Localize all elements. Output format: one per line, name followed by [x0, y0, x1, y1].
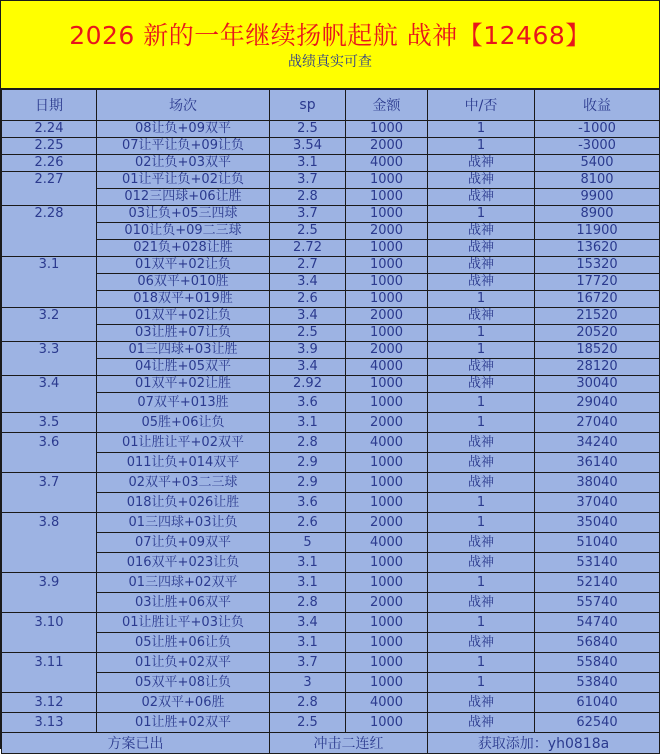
table-row [2, 553, 660, 573]
cell-sp: 2.6 [270, 291, 346, 308]
cell-sp: 3.4 [270, 613, 346, 633]
cell-match: 08让负+09双平 [97, 121, 270, 138]
cell-amount: 1000 [346, 189, 428, 206]
cell-profit: 8900 [535, 206, 660, 223]
cell-match: 011让负+014双平 [97, 453, 270, 473]
cell-match: 021负+028让胜 [97, 240, 270, 257]
table-row [2, 121, 660, 138]
cell-amount: 2000 [346, 138, 428, 155]
cell-match: 018让负+026让胜 [97, 493, 270, 513]
cell-date: 3.12 [2, 693, 97, 713]
cell-amount: 2000 [346, 223, 428, 240]
cell-date: 3.10 [2, 613, 97, 633]
table-row [2, 189, 660, 206]
cell-profit: 61040 [535, 693, 660, 713]
cell-amount: 1000 [346, 573, 428, 593]
cell-sp: 2.8 [270, 693, 346, 713]
cell-amount: 1000 [346, 291, 428, 308]
cell-profit: 27040 [535, 413, 660, 433]
cell-date [2, 325, 97, 342]
cell-sp: 2.9 [270, 453, 346, 473]
column-header-sp: sp [270, 90, 346, 121]
cell-result: 1 [428, 291, 535, 308]
cell-result: 战神 [428, 223, 535, 240]
cell-date [2, 223, 97, 240]
cell-result: 1 [428, 413, 535, 433]
cell-date: 3.9 [2, 573, 97, 593]
cell-match: 01让胜让平+03让负 [97, 613, 270, 633]
cell-date: 2.24 [2, 121, 97, 138]
cell-match: 06双平+010胜 [97, 274, 270, 291]
cell-amount: 1000 [346, 121, 428, 138]
cell-result: 1 [428, 342, 535, 359]
cell-profit: 55740 [535, 593, 660, 613]
cell-match: 01让负+02双平 [97, 653, 270, 673]
cell-match: 02双平+03二三球 [97, 473, 270, 493]
table-row [2, 257, 660, 274]
cell-match: 03让负+05三四球 [97, 206, 270, 223]
table-row [2, 291, 660, 308]
column-header-profit: 收益 [535, 90, 660, 121]
cell-result: 1 [428, 613, 535, 633]
table-row [2, 393, 660, 413]
cell-profit: 5400 [535, 155, 660, 172]
table-row [2, 359, 660, 376]
cell-amount: 1000 [346, 653, 428, 673]
cell-match: 01双平+02让负 [97, 257, 270, 274]
cell-amount: 2000 [346, 413, 428, 433]
column-header-result: 中/否 [428, 90, 535, 121]
cell-amount: 4000 [346, 693, 428, 713]
cell-amount: 2000 [346, 308, 428, 325]
cell-result: 1 [428, 393, 535, 413]
cell-sp: 2.7 [270, 257, 346, 274]
cell-result: 1 [428, 121, 535, 138]
cell-profit: 53140 [535, 553, 660, 573]
cell-profit: 8100 [535, 172, 660, 189]
cell-amount: 4000 [346, 533, 428, 553]
cell-date [2, 240, 97, 257]
cell-profit: 35040 [535, 513, 660, 533]
cell-profit: 13620 [535, 240, 660, 257]
cell-sp: 3 [270, 673, 346, 693]
cell-amount: 1000 [346, 633, 428, 653]
cell-sp: 3.7 [270, 206, 346, 223]
cell-date [2, 533, 97, 553]
cell-sp: 3.7 [270, 653, 346, 673]
cell-result: 战神 [428, 257, 535, 274]
cell-sp: 3.1 [270, 633, 346, 653]
cell-result: 1 [428, 325, 535, 342]
cell-result: 1 [428, 573, 535, 593]
cell-match: 016双平+023让负 [97, 553, 270, 573]
cell-date [2, 274, 97, 291]
cell-date: 2.28 [2, 206, 97, 223]
cell-date: 3.5 [2, 413, 97, 433]
table-row [2, 673, 660, 693]
cell-sp: 2.8 [270, 189, 346, 206]
cell-result: 战神 [428, 553, 535, 573]
table-row [2, 493, 660, 513]
cell-date: 3.7 [2, 473, 97, 493]
cell-match: 04让胜+05双平 [97, 359, 270, 376]
cell-match: 02双平+06胜 [97, 693, 270, 713]
cell-result: 战神 [428, 693, 535, 713]
cell-date [2, 553, 97, 573]
cell-amount: 1000 [346, 376, 428, 393]
cell-date [2, 593, 97, 613]
cell-result: 战神 [428, 533, 535, 553]
cell-amount: 2000 [346, 513, 428, 533]
cell-match: 01三四球+02双平 [97, 573, 270, 593]
cell-sp: 3.54 [270, 138, 346, 155]
cell-amount: 1000 [346, 172, 428, 189]
cell-match: 05双平+08让负 [97, 673, 270, 693]
cell-date: 2.25 [2, 138, 97, 155]
cell-result: 战神 [428, 172, 535, 189]
cell-sp: 2.8 [270, 433, 346, 453]
cell-sp: 2.9 [270, 473, 346, 493]
cell-profit: 52140 [535, 573, 660, 593]
cell-sp: 2.92 [270, 376, 346, 393]
footer-left-note: 方案已出 [2, 733, 270, 754]
cell-profit: 36140 [535, 453, 660, 473]
cell-date: 3.2 [2, 308, 97, 325]
cell-match: 01让平让负+02让负 [97, 172, 270, 189]
column-header-match: 场次 [97, 90, 270, 121]
cell-result: 战神 [428, 274, 535, 291]
cell-result: 战神 [428, 713, 535, 733]
cell-sp: 2.5 [270, 325, 346, 342]
cell-sp: 3.6 [270, 393, 346, 413]
cell-profit: 37040 [535, 493, 660, 513]
results-table [1, 89, 660, 754]
cell-profit: -1000 [535, 121, 660, 138]
table-row [2, 653, 660, 673]
cell-amount: 2000 [346, 593, 428, 613]
table-row [2, 593, 660, 613]
cell-result: 1 [428, 673, 535, 693]
cell-date: 3.6 [2, 433, 97, 453]
cell-match: 010让负+09二三球 [97, 223, 270, 240]
cell-amount: 1000 [346, 473, 428, 493]
page-subtitle: 战绩真实可查 [288, 54, 372, 70]
footer-middle-note: 冲击二连红 [270, 733, 428, 754]
cell-result: 1 [428, 138, 535, 155]
cell-sp: 2.5 [270, 121, 346, 138]
table-row [2, 633, 660, 653]
cell-sp: 3.6 [270, 493, 346, 513]
cell-result: 1 [428, 493, 535, 513]
cell-match: 03让胜+07让负 [97, 325, 270, 342]
cell-match: 01三四球+03让胜 [97, 342, 270, 359]
cell-date [2, 291, 97, 308]
table-row [2, 573, 660, 593]
cell-sp: 3.4 [270, 308, 346, 325]
table-row [2, 693, 660, 713]
cell-amount: 1000 [346, 673, 428, 693]
cell-sp: 3.1 [270, 573, 346, 593]
table-row [2, 223, 660, 240]
cell-match: 01双平+02让胜 [97, 376, 270, 393]
cell-date: 2.27 [2, 172, 97, 189]
table-row [2, 453, 660, 473]
cell-result: 战神 [428, 453, 535, 473]
cell-amount: 1000 [346, 206, 428, 223]
cell-sp: 3.4 [270, 274, 346, 291]
table-row [2, 274, 660, 291]
cell-sp: 3.9 [270, 342, 346, 359]
cell-sp: 3.1 [270, 413, 346, 433]
cell-amount: 1000 [346, 325, 428, 342]
cell-match: 012三四球+06让胜 [97, 189, 270, 206]
cell-profit: 38040 [535, 473, 660, 493]
header-banner [1, 1, 659, 89]
table-row [2, 308, 660, 325]
cell-amount: 4000 [346, 359, 428, 376]
cell-result: 战神 [428, 376, 535, 393]
cell-match: 03让胜+06双平 [97, 593, 270, 613]
cell-sp: 2.5 [270, 223, 346, 240]
cell-result: 1 [428, 206, 535, 223]
cell-amount: 1000 [346, 393, 428, 413]
cell-amount: 1000 [346, 274, 428, 291]
cell-date: 2.26 [2, 155, 97, 172]
cell-result: 战神 [428, 633, 535, 653]
cell-result: 战神 [428, 155, 535, 172]
cell-profit: 51040 [535, 533, 660, 553]
cell-profit: 56840 [535, 633, 660, 653]
cell-sp: 2.6 [270, 513, 346, 533]
cell-date [2, 673, 97, 693]
table-row [2, 138, 660, 155]
cell-amount: 1000 [346, 257, 428, 274]
cell-date [2, 189, 97, 206]
footer-row [2, 733, 660, 754]
cell-date: 3.1 [2, 257, 97, 274]
cell-match: 01三四球+03让负 [97, 513, 270, 533]
table-row [2, 155, 660, 172]
cell-amount: 4000 [346, 155, 428, 172]
table-row [2, 473, 660, 493]
cell-profit: 62540 [535, 713, 660, 733]
cell-profit: 20520 [535, 325, 660, 342]
cell-profit: 9900 [535, 189, 660, 206]
cell-match: 05让胜+06让负 [97, 633, 270, 653]
cell-profit: 16720 [535, 291, 660, 308]
table-row [2, 206, 660, 223]
cell-amount: 1000 [346, 240, 428, 257]
cell-date [2, 633, 97, 653]
cell-profit: 11900 [535, 223, 660, 240]
cell-profit: 53840 [535, 673, 660, 693]
table-row [2, 513, 660, 533]
cell-match: 05胜+06让负 [97, 413, 270, 433]
cell-result: 战神 [428, 473, 535, 493]
cell-profit: 21520 [535, 308, 660, 325]
cell-sp: 5 [270, 533, 346, 553]
cell-match: 01让胜让平+02双平 [97, 433, 270, 453]
cell-match: 07双平+013胜 [97, 393, 270, 413]
cell-amount: 4000 [346, 433, 428, 453]
cell-profit: 34240 [535, 433, 660, 453]
cell-result: 战神 [428, 308, 535, 325]
cell-match: 01让胜+02双平 [97, 713, 270, 733]
cell-match: 02让负+03双平 [97, 155, 270, 172]
cell-date: 3.11 [2, 653, 97, 673]
table-row [2, 172, 660, 189]
cell-amount: 1000 [346, 493, 428, 513]
cell-match: 018双平+019胜 [97, 291, 270, 308]
cell-amount: 1000 [346, 453, 428, 473]
table-row [2, 433, 660, 453]
table-row [2, 613, 660, 633]
cell-date: 3.4 [2, 376, 97, 393]
cell-sp: 2.8 [270, 593, 346, 613]
cell-sp: 2.5 [270, 713, 346, 733]
cell-profit: 17720 [535, 274, 660, 291]
table-row [2, 713, 660, 733]
cell-amount: 1000 [346, 553, 428, 573]
page-title: 2026 新的一年继续扬帆起航 战神【12468】 [69, 21, 591, 50]
cell-date [2, 359, 97, 376]
table-row [2, 533, 660, 553]
cell-sp: 3.1 [270, 155, 346, 172]
cell-profit: 18520 [535, 342, 660, 359]
cell-result: 战神 [428, 359, 535, 376]
cell-profit: 29040 [535, 393, 660, 413]
cell-date [2, 493, 97, 513]
cell-sp: 3.4 [270, 359, 346, 376]
cell-date: 3.13 [2, 713, 97, 733]
cell-result: 战神 [428, 433, 535, 453]
table-row [2, 342, 660, 359]
cell-result: 1 [428, 653, 535, 673]
cell-match: 07让平让负+09让负 [97, 138, 270, 155]
cell-profit: 15320 [535, 257, 660, 274]
cell-date [2, 453, 97, 473]
cell-amount: 1000 [346, 713, 428, 733]
table-row [2, 413, 660, 433]
cell-date: 3.8 [2, 513, 97, 533]
table-header-row [2, 90, 660, 121]
cell-amount: 2000 [346, 342, 428, 359]
cell-result: 战神 [428, 240, 535, 257]
cell-result: 战神 [428, 189, 535, 206]
cell-match: 01双平+02让负 [97, 308, 270, 325]
cell-result: 1 [428, 513, 535, 533]
cell-profit: 55840 [535, 653, 660, 673]
table-row [2, 376, 660, 393]
cell-amount: 1000 [346, 613, 428, 633]
cell-date: 3.3 [2, 342, 97, 359]
cell-profit: -3000 [535, 138, 660, 155]
cell-date [2, 393, 97, 413]
cell-profit: 54740 [535, 613, 660, 633]
column-header-date: 日期 [2, 90, 97, 121]
footer-contact: 获取添加：yh0818a [428, 733, 660, 754]
column-header-amount: 金额 [346, 90, 428, 121]
cell-sp: 3.7 [270, 172, 346, 189]
table-row [2, 240, 660, 257]
cell-profit: 28120 [535, 359, 660, 376]
cell-result: 战神 [428, 593, 535, 613]
cell-profit: 30040 [535, 376, 660, 393]
table-row [2, 325, 660, 342]
cell-sp: 3.1 [270, 553, 346, 573]
cell-match: 07让负+09双平 [97, 533, 270, 553]
cell-sp: 2.72 [270, 240, 346, 257]
